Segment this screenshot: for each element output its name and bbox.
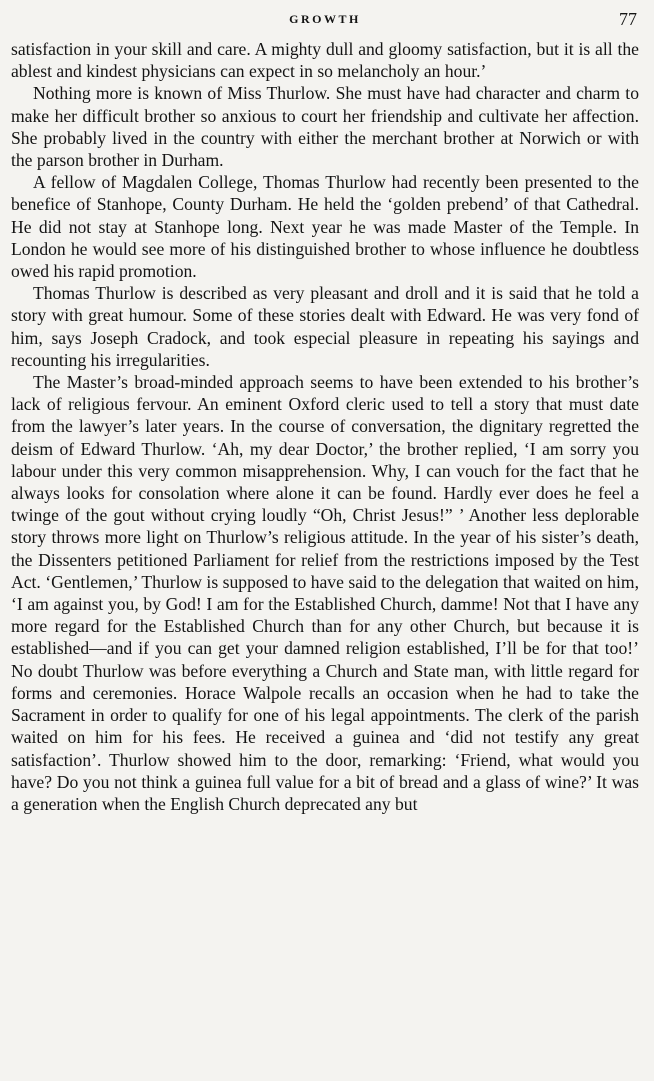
paragraph: A fellow of Magdalen College, Thomas Thurlow had recently been presented to the benefice of Stanhope, County Durham. He held the ‘golden prebend’ of that Cathedral. He did not stay at Stanhope long. Next year he was made Master of the Temple. In London he would see more of his distinguished brother to whose influence he doubtless owed his rapid promotion. [11,172,639,282]
paragraph: Thomas Thurlow is described as very pleasant and droll and it is said that he told a story with great humour. Some of these stories dealt with Edward. He was very fond of him, says Joseph Cradock, and took especial pleasure in repeating his sayings and recounting his irregularities. [11,283,639,370]
paragraph: satisfaction in your skill and care. A mighty dull and gloomy satisfaction, but it is all the ablest and kindest physicians can expect in so melancholy an hour.’ [11,39,639,82]
page-number: 77 [619,9,637,29]
paragraph: Nothing more is known of Miss Thurlow. She must have had character and charm to make her difficult brother so anxious to court her friendship and cultivate her affection. She probably lived in the country with either the merchant brother at Norwich or with the parson brother in Durham. [11,83,639,171]
paragraph: The Master’s broad-minded approach seems to have been extended to his brother’s lack of religious fervour. An eminent Oxford cleric used to tell a story that must date from the lawyer’s later years. In the course of conversation, the dignitary regretted the deism of Edward Thurlow. ‘Ah, my dear Doctor,’ the brother replied, ‘I am sorry you labour under this very common misapprehension. Why, I can vouch for the fact that he always looks for consolation where alone it can be found. Hardly ever does he feel a twinge of the gout without crying loudly “Oh, Christ Jesus!” ’ Another less deplorable story throws more light on Thurlow’s religious attitude. In the year of his sister’s death, the Dissenters petitioned Parliament for relief from the restrictions imposed by the Test Act. ‘Gentlemen,’ Thurlow is supposed to have said to the delegation that waited on him, ‘I am against you, by God! I am for the Established Church, damme! Not that I have any more regard for the Established Church than for any other Church, but because it is established—and if you can get your damned religion established, I’ll be for that too!’ No doubt Thurlow was before everything a Church and State man, with little regard for forms and ceremonies. Horace Walpole recalls an occasion when he had to take the Sacrament in order to qualify for one of his legal appointments. The clerk of the parish waited on him for his fees. He received a guinea and ‘did not testify any great satisfaction’. Thurlow showed him to the door, remarking: ‘Friend, what would you have? Do you not think a guinea full value for a bit of bread and a glass of wine?’ It was a generation when the English Church deprecated any but [11,372,639,814]
chapter-title: GROWTH [289,12,361,26]
body-text [11,38,639,815]
running-head [11,8,639,38]
